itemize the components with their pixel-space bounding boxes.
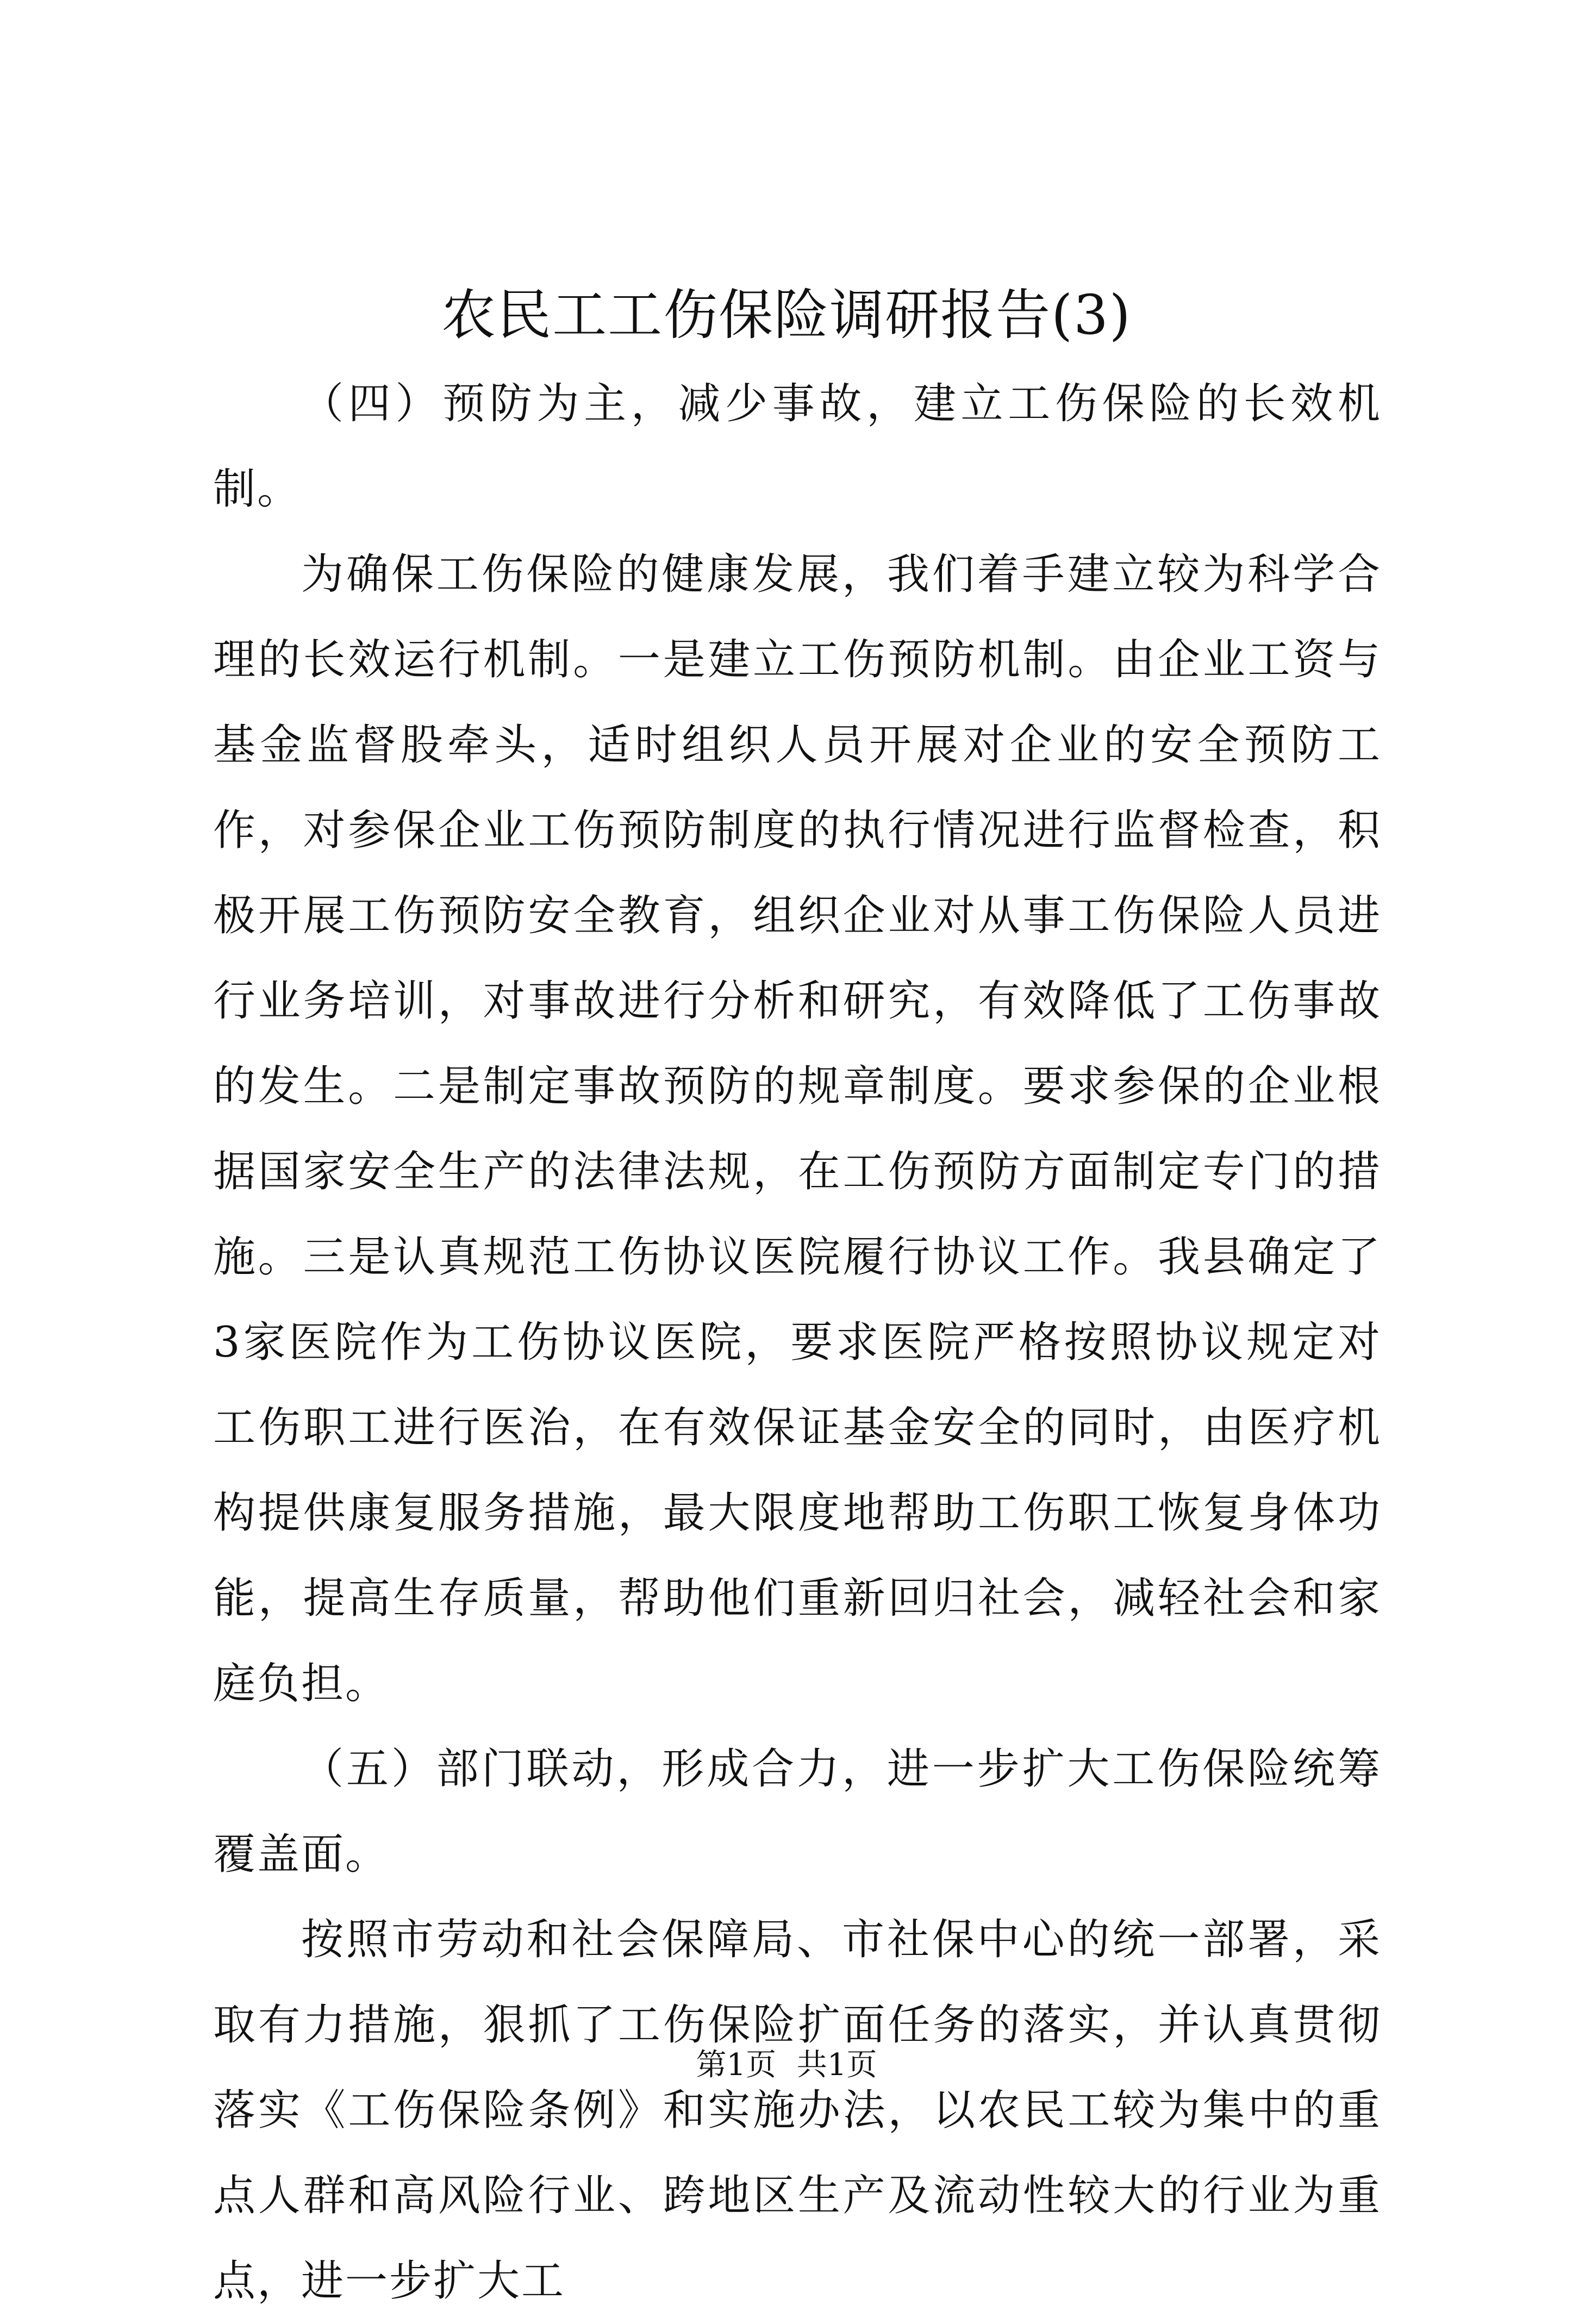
document-body [213, 361, 1382, 2324]
body-paragraph: 按照市劳动和社会保障局、市社保中心的统一部署，采取有力措施，狠抓了工伤保险扩面任务的落实，并认真贯彻落实《工伤保险条例》和实施办法，以农民工较为集中的重点人群和高风险行业、跨地区生产及流动性较大的行业为重点，进一步扩大工 [213, 1915, 1382, 2306]
page-number: 第1页 [696, 2047, 777, 2083]
page-footer [0, 2044, 1573, 2087]
page-total: 共1页 [796, 2047, 877, 2083]
body-paragraph: 为确保工伤保险的健康发展，我们着手建立较为科学合理的长效运行机制。一是建立工伤预防机制。由企业工资与基金监督股牵头，适时组织人员开展对企业的安全预防工作，对参保企业工伤预防制度的执行情况进行监督检查，积极开展工伤预防安全教育，组织企业对从事工伤保险人员进行业务培训，对事故进行分析和研究，有效降低了工伤事故的发生。二是制定事故预防的规章制度。要求参保的企业根据国家安全生产的法律法规，在工伤预防方面制定专门的措施。三是认真规范工伤协议医院履行协议工作。我县确定了3家医院作为工伤协议医院，要求医院严格按照协议规定对工伤职工进行医治，在有效保证基金安全的同时，由医疗机构提供康复服务措施，最大限度地帮助工伤职工恢复身体功能，提高生存质量，帮助他们重新回归社会，减轻社会和家庭负担。 [213, 550, 1382, 1708]
document-title: 农民工工伤保险调研报告(3) [441, 283, 1132, 347]
section-heading-5: （五）部门联动，形成合力，进一步扩大工伤保险统筹覆盖面。 [213, 1745, 1382, 1879]
section-heading-4: （四）预防为主，减少事故，建立工伤保险的长效机制。 [213, 379, 1382, 514]
